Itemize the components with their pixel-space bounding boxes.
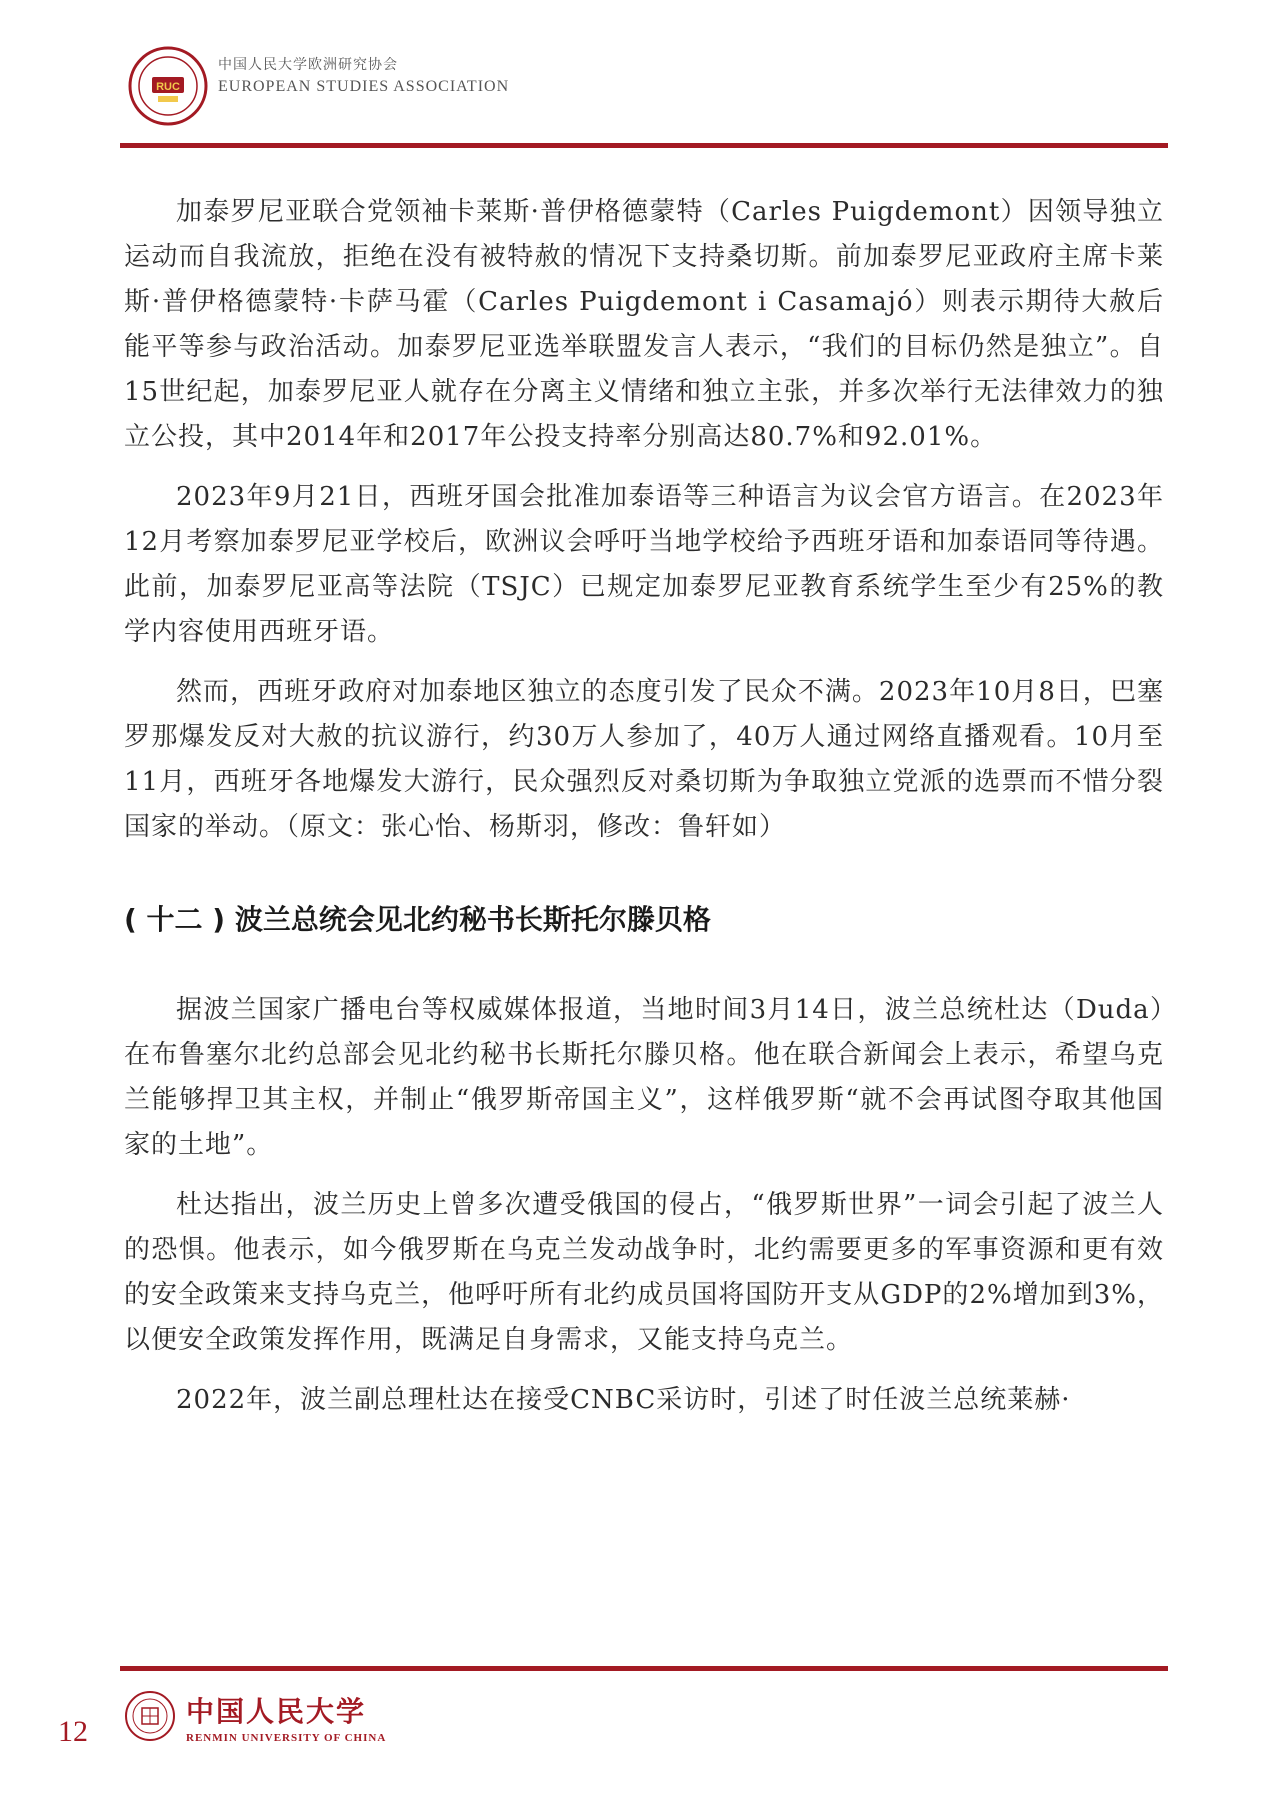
article-body [124, 190, 1164, 1438]
association-logo-icon [128, 46, 208, 126]
paragraph: 2023年9月21日，西班牙国会批准加泰语等三种语言为议会官方语言。在2023年12月考察加泰罗尼亚学校后，欧洲议会呼吁当地学校给予西班牙语和加泰语同等待遇。此前，加泰罗尼亚高等法院（TSJC）已规定加泰罗尼亚教育系统学生至少有25%的教学内容使用西班牙语。 [124, 482, 1164, 647]
footer-university-en: RENMIN UNIVERSITY OF CHINA [186, 1732, 387, 1744]
page-number: 12 [58, 1715, 88, 1748]
footer-divider [120, 1666, 1168, 1671]
header-org-cn: 中国人民大学欧洲研究协会 [218, 57, 398, 73]
section-heading: ( 十二 ) 波兰总统会见北约秘书长斯托尔滕贝格 [124, 903, 711, 936]
footer-university-block [186, 1690, 386, 1744]
footer-university-cn: 中国人民大学 [186, 1695, 367, 1728]
svg-text:RUC: RUC [156, 81, 180, 93]
university-seal-icon [124, 1690, 176, 1742]
header-org-en: EUROPEAN STUDIES ASSOCIATION [218, 78, 510, 95]
paragraph: 2022年，波兰副总理杜达在接受CNBC采访时，引述了时任波兰总统莱赫· [176, 1385, 1071, 1415]
paragraph: 杜达指出，波兰历史上曾多次遭受俄国的侵占，“俄罗斯世界”一词会引起了波兰人的恐惧。他表示，如今俄罗斯在乌克兰发动战争时，北约需要更多的军事资源和更有效的安全政策来支持乌克兰，他呼吁所有北约成员国将国防开支从GDP的2%增加到3%，以便安全政策发挥作用，既满足自身需求，又能支持乌克兰。 [124, 1190, 1164, 1355]
paragraph: 加泰罗尼亚联合党领袖卡莱斯·普伊格德蒙特（Carles Puigdemont）因领导独立运动而自我流放，拒绝在没有被特赦的情况下支持桑切斯。前加泰罗尼亚政府主席卡莱斯·普伊格德蒙特·卡萨马霍（Carles Puigdemont i Casamajó）则表示期待大赦后能平等参与政治活动。加泰罗尼亚选举联盟发言人表示，“我们的目标仍然是独立”。自15世纪起，加泰罗尼亚人就存在分离主义情绪和独立主张，并多次举行无法律效力的独立公投，其中2014年和2017年公投支持率分别高达80.7%和92.01%。 [124, 197, 1164, 452]
paragraph: 据波兰国家广播电台等权威媒体报道，当地时间3月14日，波兰总统杜达（Duda）在布鲁塞尔北约总部会见北约秘书长斯托尔滕贝格。他在联合新闻会上表示，希望乌克兰能够捍卫其主权，并制止“俄罗斯帝国主义”，这样俄罗斯“就不会再试图夺取其他国家的土地”。 [124, 995, 1164, 1160]
header-divider [120, 143, 1168, 148]
paragraph: 然而，西班牙政府对加泰地区独立的态度引发了民众不满。2023年10月8日，巴塞罗那爆发反对大赦的抗议游行，约30万人参加了，40万人通过网络直播观看。10月至11月，西班牙各地爆发大游行，民众强烈反对桑切斯为争取独立党派的选票而不惜分裂国家的举动。（原文：张心怡、杨斯羽，修改：鲁轩如） [124, 677, 1164, 842]
header-title-block [218, 54, 509, 96]
